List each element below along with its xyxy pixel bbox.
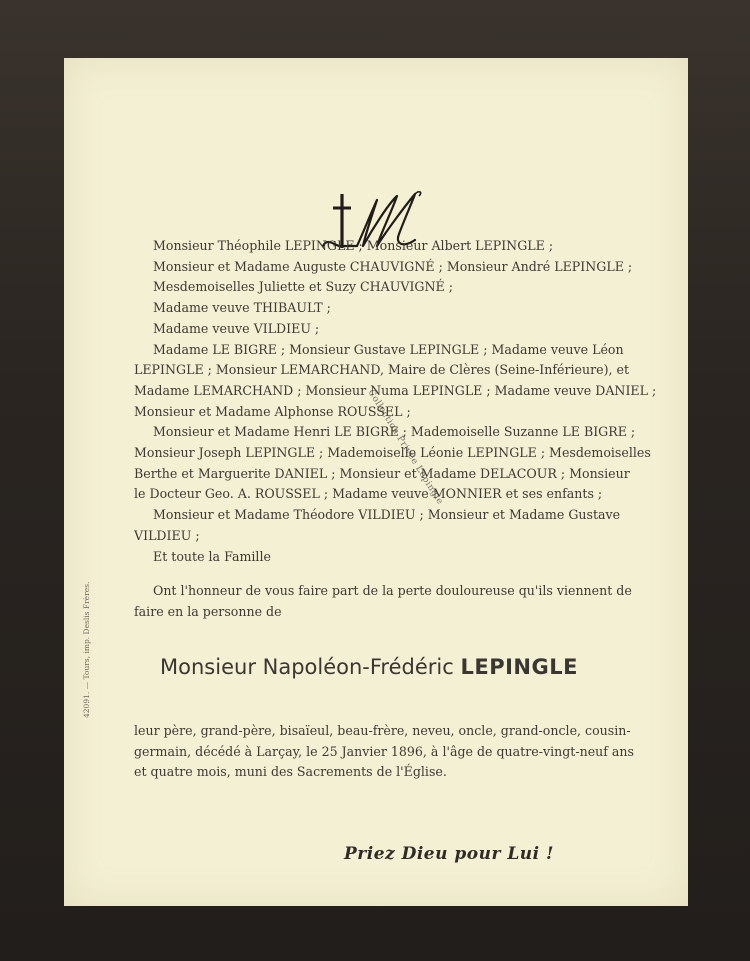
description-line: germain, décédé à Larçay, le 25 Janvier 1896, à l'âge de quatre-vingt-neuf ans [134, 743, 635, 759]
funeral-notice-sheet [64, 58, 688, 906]
family-line: Et toute la Famille [153, 548, 271, 564]
deceased-surname: LEPINGLE [460, 655, 578, 679]
family-line: Monsieur Théophile LEPINGLE ; Monsieur Albert LEPINGLE ; [153, 238, 554, 253]
family-line: Madame LE BIGRE ; Monsieur Gustave LEPINGLE ; Madame veuve Léon [153, 341, 624, 357]
deceased-name [134, 655, 604, 679]
family-line: Madame veuve THIBAULT ; [153, 300, 331, 316]
family-line: LEPINGLE ; Monsieur LEMARCHAND, Maire de Clères (Seine-Inférieure), et [134, 362, 630, 378]
family-line: Monsieur et Madame Théodore VILDIEU ; Monsieur et Madame Gustave [153, 507, 621, 523]
family-line: Madame LEMARCHAND ; Monsieur Numa LEPINGLE ; Madame veuve DANIEL ; [134, 382, 657, 398]
family-line: Mesdemoiselles Juliette et Suzy CHAUVIGNÉ ; [153, 279, 453, 295]
family-line: Madame veuve VILDIEU ; [153, 320, 320, 336]
family-line: Berthe et Marguerite DANIEL ; Monsieur et Madame DELACOUR ; Monsieur [134, 465, 630, 481]
announcement-intro [134, 581, 632, 622]
deceased-description [134, 721, 635, 783]
collection-stamp: Collection Privée Lepingle [365, 388, 445, 507]
family-line: Monsieur et Madame Auguste CHAUVIGNÉ ; Monsieur André LEPINGLE ; [153, 258, 633, 274]
family-line: Monsieur Joseph LEPINGLE ; Mademoiselle Léonie LEPINGLE ; Mesdemoiselles [134, 445, 651, 461]
intro-line: Ont l'honneur de vous faire part de la perte douloureuse qu'ils viennent de [153, 583, 632, 598]
intro-line: faire en la personne de [134, 603, 282, 619]
deceased-prefix: Monsieur Napoléon-Frédéric [160, 655, 454, 679]
family-line: VILDIEU ; [134, 527, 200, 543]
description-line: et quatre mois, muni des Sacrements de l'Église. [134, 764, 447, 780]
printer-mark: 42091. — Tours, imp. Deslis Frères. [82, 581, 91, 718]
family-line: Monsieur et Madame Alphonse ROUSSEL ; [134, 403, 411, 419]
description-line: leur père, grand-père, bisaïeul, beau-frère, neveu, oncle, grand-oncle, cousin- [134, 723, 631, 738]
family-list [134, 236, 657, 567]
closing-prayer: Priez Dieu pour Lui ! [344, 844, 554, 864]
family-line: le Docteur Geo. A. ROUSSEL ; Madame veuve MONNIER et ses enfants ; [134, 486, 603, 502]
family-line: Monsieur et Madame Henri LE BIGRE ; Mademoiselle Suzanne LE BIGRE ; [153, 424, 636, 440]
